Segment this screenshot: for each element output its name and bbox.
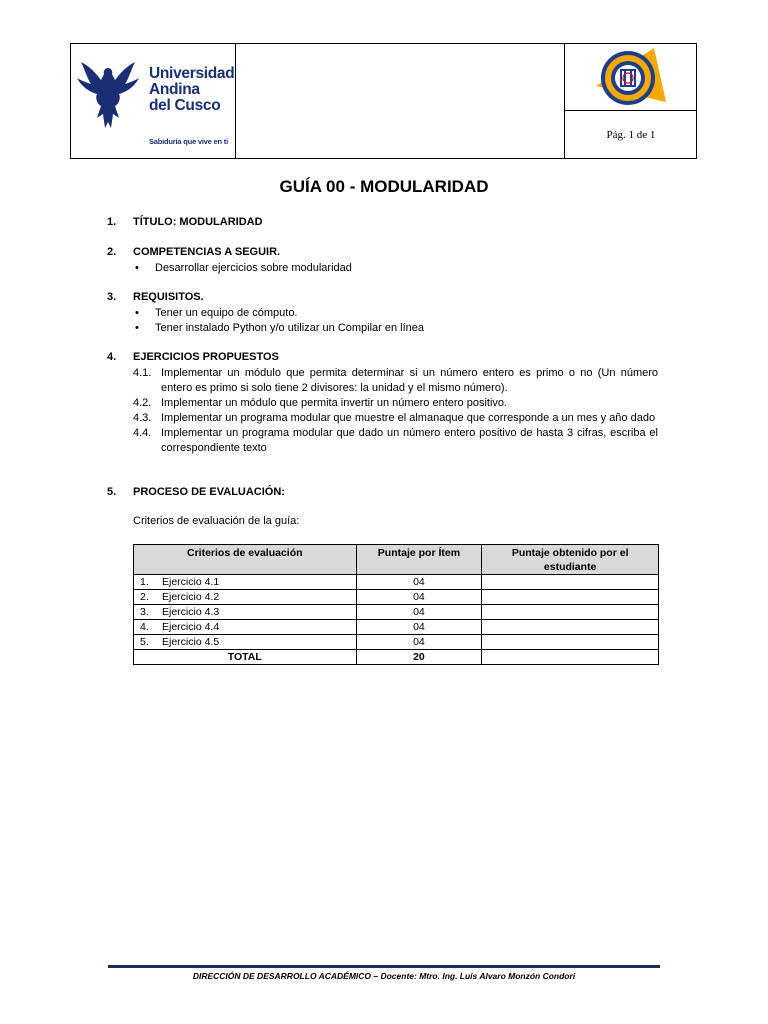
table-row: 3. Ejercicio 4.3 04 <box>134 605 659 620</box>
section-heading: PROCESO DE EVALUACIÓN: <box>133 486 285 498</box>
score-cell: 04 <box>356 575 482 590</box>
condor-logo-icon <box>75 58 141 134</box>
section-heading: TÍTULO: MODULARIDAD <box>133 216 263 228</box>
score-cell: 04 <box>356 620 482 635</box>
total-label: TOTAL <box>134 650 357 665</box>
section-number: 3. <box>107 291 117 303</box>
section-titulo <box>107 216 263 228</box>
table-row: 2. Ejercicio 4.2 04 <box>134 590 659 605</box>
obtained-cell <box>482 575 659 590</box>
total-score: 20 <box>356 650 482 665</box>
score-cell: 04 <box>356 605 482 620</box>
section-heading: EJERCICIOS PROPUESTOS <box>133 351 279 363</box>
university-name: Universidad Andina del Cusco <box>149 65 235 114</box>
section-ejercicios <box>107 351 279 363</box>
obtained-cell <box>482 590 659 605</box>
university-logo-cell <box>71 44 236 158</box>
section-number: 1. <box>107 216 117 228</box>
page-number: Pág. 1 de 1 <box>606 128 656 141</box>
footer-divider <box>108 965 660 968</box>
obtained-cell <box>482 605 659 620</box>
column-header: Puntaje obtenido por el estudiante <box>482 545 659 575</box>
header-right-cell <box>564 44 697 158</box>
bullet-item: • Tener un equipo de cómputo. <box>107 307 424 319</box>
document-title: GUÍA 00 - MODULARIDAD <box>279 177 489 196</box>
table-header-row <box>134 545 659 575</box>
document-header <box>70 43 697 159</box>
section-number: 5. <box>107 486 117 498</box>
column-header: Criterios de evaluación <box>134 545 357 575</box>
bullet-item: • Desarrollar ejercicios sobre modularidad <box>107 262 352 274</box>
table-row: 1. Ejercicio 4.1 04 <box>134 575 659 590</box>
section-requisitos <box>107 291 424 334</box>
section-heading: REQUISITOS. <box>133 291 204 303</box>
exercise-item: 4.2. Implementar un módulo que permita invertir un número entero positivo. <box>133 397 508 409</box>
footer-text: DIRECCIÓN DE DESARROLLO ACADÉMICO – Docente: Mtro. Ing. Luis Alvaro Monzón Condori <box>192 971 576 981</box>
score-cell: 04 <box>356 590 482 605</box>
score-cell: 04 <box>356 635 482 650</box>
evaluation-table <box>133 544 659 665</box>
obtained-cell <box>482 635 659 650</box>
section-number: 4. <box>107 351 117 363</box>
header-blank-cell <box>235 44 564 158</box>
section-number: 2. <box>107 246 117 258</box>
seal-cell <box>565 44 697 111</box>
exercise-item: 4.3. Implementar un programa modular que muestre el almanaque que corresponde a un mes y año dado <box>133 412 656 424</box>
engineering-seal-icon <box>592 46 670 108</box>
obtained-cell <box>482 620 659 635</box>
section-heading: COMPETENCIAS A SEGUIR. <box>133 246 281 258</box>
evaluation-intro: Criterios de evaluación de la guía: <box>133 515 300 527</box>
bullet-item: • Tener instalado Python y/o utilizar un Compilar en línea <box>107 322 424 334</box>
table-total-row <box>134 650 659 665</box>
section-evaluacion <box>107 486 285 498</box>
exercise-list <box>133 366 658 456</box>
table-row: 4. Ejercicio 4.4 04 <box>134 620 659 635</box>
exercise-item: 4.1. Implementar un módulo que permita determinar si un número entero es primo o no (Un número entero es primo si solo tiene 2 divisores: la unidad y el mismo número). <box>133 367 658 394</box>
exercise-item: 4.4. Implementar un programa modular que dado un número entero positivo de hasta 3 cifras, escriba el correspondiente texto <box>133 427 658 454</box>
table-row: 5. Ejercicio 4.5 04 <box>134 635 659 650</box>
university-tagline: Sabiduría que vive en ti <box>149 137 228 146</box>
column-header: Puntaje por Ítem <box>356 545 482 575</box>
section-competencias <box>107 246 352 274</box>
